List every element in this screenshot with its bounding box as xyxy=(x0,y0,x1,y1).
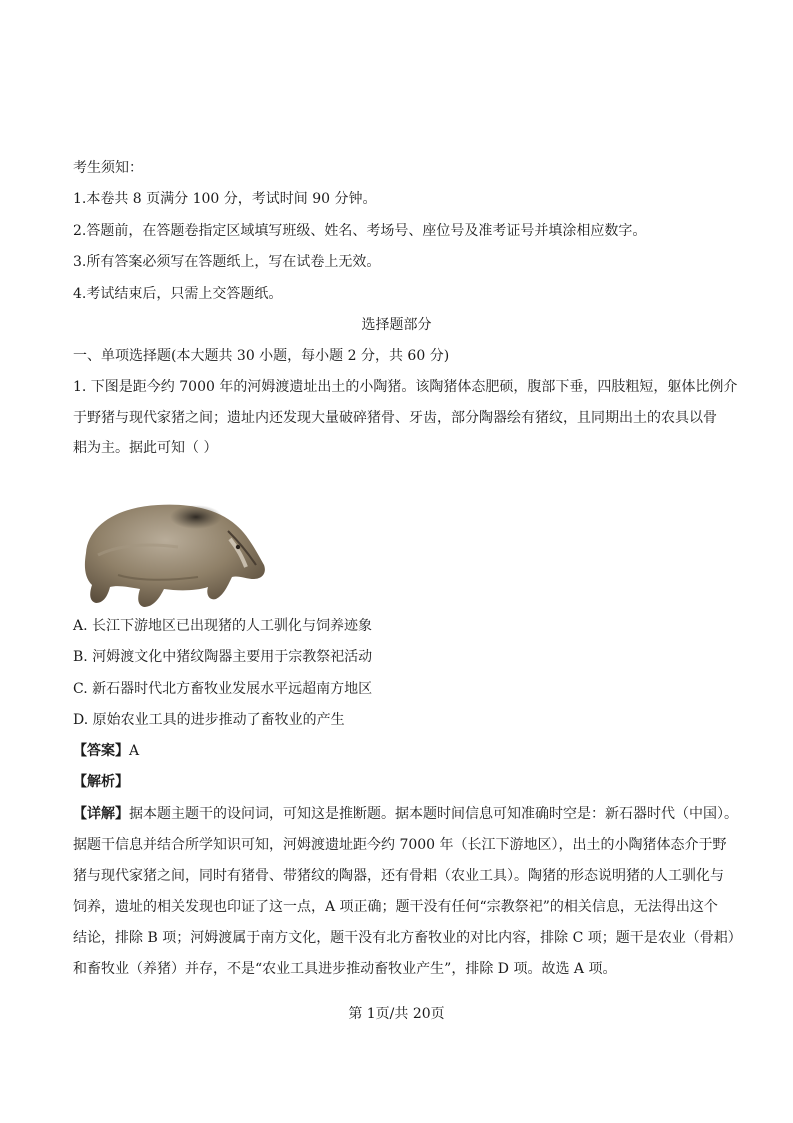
option-a: A. 长江下游地区已出现猪的人工驯化与饲养迹象 xyxy=(73,618,373,634)
notice-item-1: 1.本卷共 8 页满分 100 分，考试时间 90 分钟。 xyxy=(73,191,377,207)
notice-heading: 考生须知： xyxy=(73,160,143,176)
part-title: 一、单项选择题(本大题共 30 小题，每小题 2 分，共 60 分) xyxy=(73,348,450,364)
detail-label: 【详解】 xyxy=(73,806,129,822)
analysis-label: 【解析】 xyxy=(73,774,129,790)
notice-item-2: 2.答题前，在答题卷指定区域填写班级、姓名、考场号、座位号及准考证号并填涂相应数字。 xyxy=(73,223,647,239)
notice-item-4: 4.考试结束后，只需上交答题纸。 xyxy=(73,286,283,302)
page-footer: 第 1页/共 20页 xyxy=(348,1006,445,1022)
analysis-line-4: 饲养，遗址的相关发现也印证了这一点，A 项正确；题干没有任何“宗教祭祀”的相关信息，无法得出这个 xyxy=(73,899,718,915)
analysis-line-6: 和畜牧业（养猪）并存，不是“农业工具进步推动畜牧业产生”，排除 D 项。故选 A 项。 xyxy=(73,961,617,977)
analysis-line-1: 【详解】据本题主题干的设问词，可知这是推断题。据本题时间信息可知准确时空是：新石器时代（中国）。 xyxy=(73,806,738,822)
question-line-2: 于野猪与现代家猪之间；遗址内还发现大量破碎猪骨、牙齿，部分陶器绘有猪纹，且同期出土的农具以骨 xyxy=(73,410,717,426)
analysis-line-2: 据题干信息并结合所学知识可知，河姆渡遗址距今约 7000 年（长江下游地区），出土的小陶猪体态介于野 xyxy=(73,837,727,853)
section-title: 选择题部分 xyxy=(361,317,432,333)
option-d: D. 原始农业工具的进步推动了畜牧业的产生 xyxy=(73,712,345,728)
question-line-1: 1. 下图是距今约 7000 年的河姆渡遗址出土的小陶猪。该陶猪体态肥硕，腹部下垂，四肢粗短，躯体比例介 xyxy=(73,379,738,395)
answer-label: 【答案】 xyxy=(73,743,129,759)
option-b: B. 河姆渡文化中猪纹陶器主要用于宗教祭祀活动 xyxy=(73,649,373,665)
question-line-3: 耜为主。据此可知（ ） xyxy=(73,440,218,456)
clay-pig-image xyxy=(78,495,268,613)
analysis-line-5: 结论，排除 B 项；河姆渡属于南方文化，题干没有北方畜牧业的对比内容，排除 C 项；题干是农业（骨耜） xyxy=(73,930,742,946)
analysis-line-3: 猪与现代家猪之间，同时有猪骨、带猪纹的陶器，还有骨耜（农业工具）。陶猪的形态说明猪的人工驯化与 xyxy=(73,868,724,884)
option-c: C. 新石器时代北方畜牧业发展水平远超南方地区 xyxy=(73,681,373,697)
answer-value: A xyxy=(129,743,140,759)
answer-line xyxy=(73,741,139,761)
notice-item-3: 3.所有答案必须写在答题纸上，写在试卷上无效。 xyxy=(73,254,381,270)
